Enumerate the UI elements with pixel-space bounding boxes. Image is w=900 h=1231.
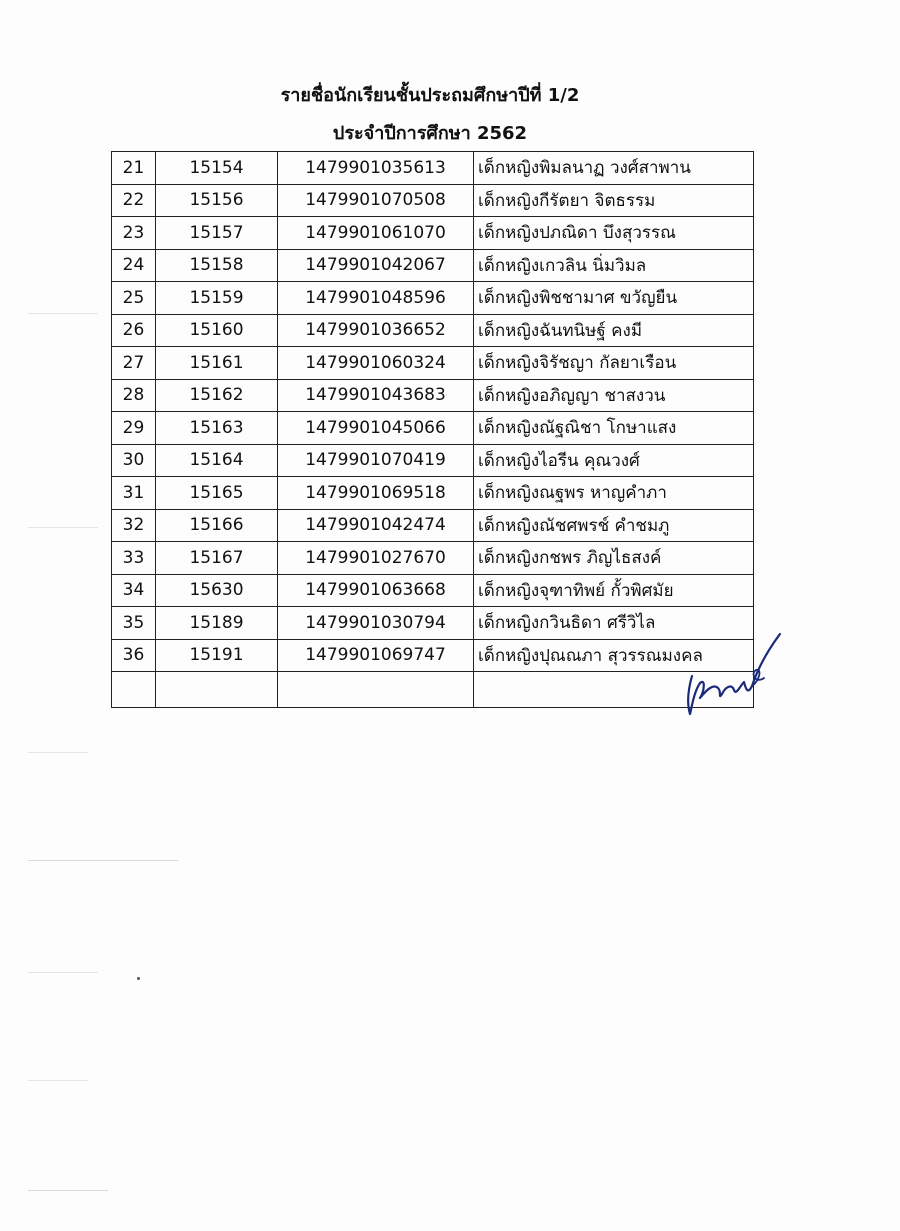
student-id-cell: 15162 <box>156 379 278 412</box>
national-id-cell: 1479901063668 <box>278 574 474 607</box>
national-id-cell: 1479901030794 <box>278 607 474 640</box>
student-id-cell: 15157 <box>156 217 278 250</box>
row-number-cell: 22 <box>112 184 156 217</box>
table-row <box>112 477 754 510</box>
student-id-cell: 15189 <box>156 607 278 640</box>
row-number-cell: 29 <box>112 412 156 445</box>
table-row <box>112 542 754 575</box>
page-title: รายชื่อนักเรียนชั้นประถมศึกษาปีที่ 1/2 <box>280 85 580 106</box>
scan-artifact-line <box>28 1080 88 1081</box>
national-id-cell: 1479901060324 <box>278 347 474 380</box>
table-row <box>112 184 754 217</box>
student-id-cell: 15165 <box>156 477 278 510</box>
table-row <box>112 249 754 282</box>
table-row <box>112 152 754 185</box>
table-row <box>112 574 754 607</box>
scan-artifact-line <box>28 752 88 753</box>
national-id-cell: 1479901043683 <box>278 379 474 412</box>
student-id-cell: 15160 <box>156 314 278 347</box>
table-row <box>112 379 754 412</box>
scan-artifact-line <box>28 527 98 528</box>
table-row <box>112 347 754 380</box>
student-name-cell: เด็กหญิงกชพร ภิญไธสงค์ <box>474 542 754 575</box>
student-id-cell <box>156 672 278 708</box>
student-id-cell: 15191 <box>156 639 278 672</box>
row-number-cell: 26 <box>112 314 156 347</box>
row-number-cell: 23 <box>112 217 156 250</box>
row-number-cell <box>112 672 156 708</box>
student-name-cell: เด็กหญิงจิรัชญา กัลยาเรือน <box>474 347 754 380</box>
student-table-body <box>112 152 754 708</box>
national-id-cell: 1479901045066 <box>278 412 474 445</box>
national-id-cell: 1479901042474 <box>278 509 474 542</box>
national-id-cell: 1479901070419 <box>278 444 474 477</box>
national-id-cell: 1479901035613 <box>278 152 474 185</box>
table-row <box>112 217 754 250</box>
row-number-cell: 33 <box>112 542 156 575</box>
national-id-cell: 1479901042067 <box>278 249 474 282</box>
student-name-cell: เด็กหญิงพิชชามาศ ขวัญยืน <box>474 282 754 315</box>
table-row <box>112 639 754 672</box>
student-name-cell: เด็กหญิงกวินธิดา ศรีวิไล <box>474 607 754 640</box>
scan-artifact-line <box>28 1190 108 1191</box>
scan-artifact-line <box>28 972 98 973</box>
student-name-cell: เด็กหญิงจุฑาทิพย์ กั้วพิศมัย <box>474 574 754 607</box>
table-row <box>112 607 754 640</box>
national-id-cell: 1479901036652 <box>278 314 474 347</box>
national-id-cell <box>278 672 474 708</box>
row-number-cell: 30 <box>112 444 156 477</box>
national-id-cell: 1479901070508 <box>278 184 474 217</box>
table-row <box>112 314 754 347</box>
student-name-cell: เด็กหญิงณัชศพรช์ คำชมภู <box>474 509 754 542</box>
row-number-cell: 35 <box>112 607 156 640</box>
national-id-cell: 1479901061070 <box>278 217 474 250</box>
student-id-cell: 15164 <box>156 444 278 477</box>
student-name-cell: เด็กหญิงฉันทนิษฐ์ คงมี <box>474 314 754 347</box>
student-name-cell: เด็กหญิงอภิญญา ชาสงวน <box>474 379 754 412</box>
student-name-cell: เด็กหญิงเกวลิน นิ่มวิมล <box>474 249 754 282</box>
student-name-cell: เด็กหญิงปุณณภา สุวรรณมงคล <box>474 639 754 672</box>
row-number-cell: 25 <box>112 282 156 315</box>
table-row <box>112 672 754 708</box>
student-id-cell: 15167 <box>156 542 278 575</box>
row-number-cell: 32 <box>112 509 156 542</box>
row-number-cell: 34 <box>112 574 156 607</box>
student-name-cell: เด็กหญิงพิมลนาฏ วงศ์สาพาน <box>474 152 754 185</box>
row-number-cell: 31 <box>112 477 156 510</box>
row-number-cell: 24 <box>112 249 156 282</box>
row-number-cell: 27 <box>112 347 156 380</box>
national-id-cell: 1479901027670 <box>278 542 474 575</box>
student-id-cell: 15159 <box>156 282 278 315</box>
student-id-cell: 15154 <box>156 152 278 185</box>
national-id-cell: 1479901048596 <box>278 282 474 315</box>
student-id-cell: 15630 <box>156 574 278 607</box>
table-row <box>112 282 754 315</box>
student-name-cell: เด็กหญิงณัฐณิชา โกษาแสง <box>474 412 754 445</box>
student-name-cell: เด็กหญิงณฐพร หาญคำภา <box>474 477 754 510</box>
signature-mark <box>678 628 790 720</box>
student-name-cell: เด็กหญิงปภณิดา บึงสุวรรณ <box>474 217 754 250</box>
student-table <box>111 151 754 708</box>
row-number-cell: 21 <box>112 152 156 185</box>
student-name-cell: เด็กหญิงไอรีน คุณวงศ์ <box>474 444 754 477</box>
national-id-cell: 1479901069747 <box>278 639 474 672</box>
scan-artifact-line <box>28 860 178 861</box>
scan-artifact-line <box>28 313 98 314</box>
student-id-cell: 15158 <box>156 249 278 282</box>
student-id-cell: 15161 <box>156 347 278 380</box>
student-id-cell: 15163 <box>156 412 278 445</box>
national-id-cell: 1479901069518 <box>278 477 474 510</box>
row-number-cell: 36 <box>112 639 156 672</box>
table-row <box>112 509 754 542</box>
student-name-cell: เด็กหญิงกีรัตยา จิตธรรม <box>474 184 754 217</box>
student-id-cell: 15166 <box>156 509 278 542</box>
table-row <box>112 412 754 445</box>
table-row <box>112 444 754 477</box>
row-number-cell: 28 <box>112 379 156 412</box>
student-id-cell: 15156 <box>156 184 278 217</box>
page-subtitle: ประจำปีการศึกษา 2562 <box>332 123 528 144</box>
scan-artifact-dot <box>137 977 140 980</box>
